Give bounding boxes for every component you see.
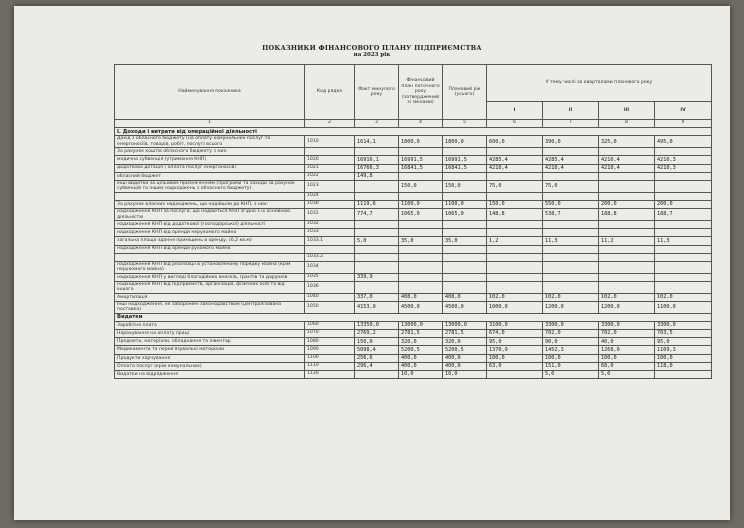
cell-q1: 100,0 <box>487 354 543 362</box>
cell-q1 <box>487 245 543 253</box>
cell-q1 <box>487 229 543 237</box>
row-name: надходження КНП від підприємств, організацій, фізичних осіб та від іншого <box>115 281 305 293</box>
table-row <box>115 371 712 379</box>
cell-q4 <box>655 281 712 293</box>
cell-q4 <box>655 253 712 261</box>
table-row <box>115 192 712 200</box>
row-code: 1080 <box>305 338 355 346</box>
cell-c3: 5,0 <box>355 237 399 245</box>
cell-c4: 150,0 <box>399 180 443 192</box>
row-name: Інші надходження, не заборонені законодавством (централізована поставка) <box>115 301 305 313</box>
cell-q4 <box>655 148 712 156</box>
header-code: Код рядка <box>305 65 355 120</box>
cell-c3 <box>355 192 399 200</box>
cell-q2: 102,0 <box>543 293 599 301</box>
cell-c5: 1065,0 <box>443 209 487 221</box>
cell-q3 <box>599 172 655 180</box>
col-index: 2 <box>305 120 355 128</box>
cell-q4: 1100,0 <box>655 301 712 313</box>
cell-c4 <box>399 261 443 273</box>
row-code: 1024 <box>305 192 355 200</box>
cell-q4 <box>655 192 712 200</box>
row-name: За рахунок власних надходжень, що надійшли до КНП, з них: <box>115 200 305 208</box>
cell-q2: 3300,0 <box>543 321 599 329</box>
row-name: Амортизація <box>115 293 305 301</box>
cell-q2 <box>543 220 599 228</box>
cell-c5 <box>443 148 487 156</box>
cell-q2 <box>543 273 599 281</box>
cell-q2: 1200,0 <box>543 301 599 313</box>
table-row <box>115 330 712 338</box>
table-row <box>115 301 712 313</box>
cell-c3: 4153,0 <box>355 301 399 313</box>
table-row <box>115 200 712 208</box>
cell-c5: 400,0 <box>443 362 487 370</box>
table-row <box>115 338 712 346</box>
cell-q4: 1109,3 <box>655 346 712 354</box>
row-code: 1033 <box>305 229 355 237</box>
cell-q4: 703,5 <box>655 330 712 338</box>
row-name: загальна площа здання приміщень в оренду, (0,2 кв.м) <box>115 237 305 245</box>
table-row <box>115 321 712 329</box>
document-page <box>14 6 730 520</box>
cell-q4: 200,0 <box>655 200 712 208</box>
row-name: надходження КНП від додаткової (господарської) діяльності <box>115 220 305 228</box>
cell-c4: 1800,0 <box>399 136 443 148</box>
cell-q4: 4210,3 <box>655 164 712 172</box>
table-row <box>115 354 712 362</box>
row-name: Нарахування на оплату праці <box>115 330 305 338</box>
cell-c5: 16841,5 <box>443 164 487 172</box>
row-code <box>305 148 355 156</box>
cell-q4 <box>655 371 712 379</box>
cell-q2 <box>543 172 599 180</box>
table-row <box>115 180 712 192</box>
cell-c3: 149,8 <box>355 172 399 180</box>
row-code: 1010 <box>305 136 355 148</box>
cell-q2: 4285,4 <box>543 156 599 164</box>
section-expenses <box>115 313 712 321</box>
cell-q2 <box>543 245 599 253</box>
row-name: інші видатки за цільовим призначенням (програми та заходи за рахунок субвенцій та інших надходжень з обласного бюджету) <box>115 180 305 192</box>
cell-q3: 102,0 <box>599 293 655 301</box>
row-name: надходження КНП від оренди рухомого майна <box>115 245 305 253</box>
row-code: 1032 <box>305 220 355 228</box>
cell-c4: 13000,0 <box>399 321 443 329</box>
cell-c5: 1100,0 <box>443 200 487 208</box>
section-income <box>115 128 712 136</box>
cell-q1: 95,0 <box>487 338 543 346</box>
cell-q1 <box>487 172 543 180</box>
cell-c4: 408,0 <box>399 293 443 301</box>
table-row <box>115 237 712 245</box>
cell-q3 <box>599 245 655 253</box>
cell-q4: 4210,3 <box>655 156 712 164</box>
cell-q3 <box>599 273 655 281</box>
cell-q3: 1268,0 <box>599 346 655 354</box>
cell-c3 <box>355 148 399 156</box>
row-name: надходження КНП від реалізації в установленому порядку майна (крім нерухомого майна) <box>115 261 305 273</box>
row-code: 1033.1 <box>305 237 355 245</box>
col-index: 6 <box>487 120 543 128</box>
cell-c5: 408,0 <box>443 293 487 301</box>
cell-c4 <box>399 172 443 180</box>
cell-q1 <box>487 273 543 281</box>
cell-q2 <box>543 229 599 237</box>
cell-q4 <box>655 273 712 281</box>
row-name: надходження КНП за послуги, що надаються КНП згідно з їх основною діяльністю <box>115 209 305 221</box>
financial-plan-table <box>114 64 712 379</box>
cell-q2 <box>543 261 599 273</box>
cell-c5 <box>443 229 487 237</box>
cell-c5 <box>443 261 487 273</box>
cell-c5: 320,0 <box>443 338 487 346</box>
table-row <box>115 172 712 180</box>
cell-q1 <box>487 261 543 273</box>
table-row <box>115 148 712 156</box>
cell-c5 <box>443 273 487 281</box>
row-code: 1070 <box>305 330 355 338</box>
table-row <box>115 261 712 273</box>
col-index: 8 <box>599 120 655 128</box>
column-index-row <box>115 120 712 128</box>
cell-q3 <box>599 148 655 156</box>
header-q3: III <box>599 102 655 120</box>
cell-c5 <box>443 253 487 261</box>
cell-c3: 774,7 <box>355 209 399 221</box>
row-code: 1110 <box>305 362 355 370</box>
cell-q3 <box>599 192 655 200</box>
cell-q1: 1370,9 <box>487 346 543 354</box>
cell-q3: 4210,4 <box>599 164 655 172</box>
row-name: За рахунок коштів обласного бюджету з них: <box>115 148 305 156</box>
cell-q2: 702,0 <box>543 330 599 338</box>
cell-q3 <box>599 180 655 192</box>
cell-c5: 1800,0 <box>443 136 487 148</box>
cell-q4: 188,7 <box>655 209 712 221</box>
cell-q3 <box>599 229 655 237</box>
row-code: 1050 <box>305 301 355 313</box>
row-code: 1090 <box>305 346 355 354</box>
document-subtitle: на 2023 рік <box>353 52 391 58</box>
cell-q1 <box>487 148 543 156</box>
cell-q2 <box>543 192 599 200</box>
table-row <box>115 293 712 301</box>
cell-q3: 325,0 <box>599 136 655 148</box>
row-code: 1040 <box>305 293 355 301</box>
cell-c3: 337,0 <box>355 293 399 301</box>
cell-c3 <box>355 261 399 273</box>
row-name: Предмети, матеріали, обладнання та інвентар <box>115 338 305 346</box>
row-code: 1033.2 <box>305 253 355 261</box>
cell-q4: 102,0 <box>655 293 712 301</box>
row-name: Оплата послуг (крім комунальних) <box>115 362 305 370</box>
row-name: Видатки на відрядження <box>115 371 305 379</box>
cell-q4: 3300,0 <box>655 321 712 329</box>
row-code: 1020 <box>305 156 355 164</box>
section-income-title: І. Доходи і витрати від операційної діяльності <box>115 128 712 136</box>
cell-c5: 13000,0 <box>443 321 487 329</box>
cell-c3: 1614,1 <box>355 136 399 148</box>
header-q2: II <box>543 102 599 120</box>
cell-q3: 702,0 <box>599 330 655 338</box>
table-row <box>115 273 712 281</box>
row-code: 1030 <box>305 200 355 208</box>
document-title: ПОКАЗНИКИ ФІНАНСОВОГО ПЛАНУ ПІДПРИЄМСТВА <box>262 44 482 52</box>
table-row <box>115 164 712 172</box>
row-name: надходження КНП у вигляді благодійних внесків, грантів та дарунків <box>115 273 305 281</box>
col-index: 9 <box>655 120 712 128</box>
cell-q1: 3100,0 <box>487 321 543 329</box>
cell-c4: 1100,0 <box>399 200 443 208</box>
cell-c5: 16991,5 <box>443 156 487 164</box>
cell-c3: 1119,6 <box>355 200 399 208</box>
cell-c4 <box>399 245 443 253</box>
cell-c4: 5200,5 <box>399 346 443 354</box>
cell-c3 <box>355 253 399 261</box>
row-name <box>115 192 305 200</box>
cell-c4: 1065,0 <box>399 209 443 221</box>
row-code: 1021 <box>305 164 355 172</box>
cell-q2: 75,0 <box>543 180 599 192</box>
cell-q3: 40,0 <box>599 338 655 346</box>
cell-c4: 35,0 <box>399 237 443 245</box>
cell-q1: 1,2 <box>487 237 543 245</box>
cell-c5: 5200,5 <box>443 346 487 354</box>
cell-q3 <box>599 281 655 293</box>
cell-q3: 100,0 <box>599 354 655 362</box>
header-fin-plan: Фінансовий план поточного року (затверджений зі змінами) <box>399 65 443 120</box>
cell-q2: 90,0 <box>543 338 599 346</box>
cell-q3: 11,2 <box>599 237 655 245</box>
cell-c3: 5098,4 <box>355 346 399 354</box>
cell-q1 <box>487 253 543 261</box>
cell-c4: 16841,5 <box>399 164 443 172</box>
header-fact: Факт минулого року <box>355 65 399 120</box>
row-code: 1036 <box>305 281 355 293</box>
cell-q3: 68,0 <box>599 362 655 370</box>
header-q4: IV <box>655 102 712 120</box>
table-row <box>115 346 712 354</box>
table-row <box>115 156 712 164</box>
row-name: Дохід з обласного бюджету (на оплату комунальних послуг та енергоносіїв, товарів, робіт, послуг) всього <box>115 136 305 148</box>
cell-q4 <box>655 245 712 253</box>
table-row <box>115 245 712 253</box>
cell-c4 <box>399 148 443 156</box>
cell-c3 <box>355 281 399 293</box>
col-index: 3 <box>355 120 399 128</box>
cell-q4 <box>655 220 712 228</box>
cell-c3 <box>355 245 399 253</box>
section-expenses-title: Видатки <box>115 313 712 321</box>
cell-c3 <box>355 180 399 192</box>
cell-q1: 600,0 <box>487 136 543 148</box>
cell-c5: 10,0 <box>443 371 487 379</box>
cell-c5 <box>443 172 487 180</box>
cell-q3 <box>599 220 655 228</box>
cell-q4 <box>655 172 712 180</box>
cell-c4 <box>399 273 443 281</box>
cell-c3: 16766,3 <box>355 164 399 172</box>
cell-c5 <box>443 245 487 253</box>
cell-c3: 256,6 <box>355 354 399 362</box>
cell-q4 <box>655 261 712 273</box>
cell-q3: 4210,4 <box>599 156 655 164</box>
cell-q2: 550,0 <box>543 200 599 208</box>
cell-c4 <box>399 192 443 200</box>
cell-c4: 400,0 <box>399 362 443 370</box>
cell-q3: 3300,0 <box>599 321 655 329</box>
row-code: 1035 <box>305 273 355 281</box>
cell-c5 <box>443 281 487 293</box>
cell-q3 <box>599 253 655 261</box>
cell-q2: 1452,3 <box>543 346 599 354</box>
cell-c4: 4500,0 <box>399 301 443 313</box>
cell-q4: 118,0 <box>655 362 712 370</box>
header-quarters: У тому числі за кварталами планового року <box>487 65 712 102</box>
cell-q1: 4285,4 <box>487 156 543 164</box>
header-q1: I <box>487 102 543 120</box>
header-name: Найменування показника <box>115 65 305 120</box>
cell-c5: 2781,5 <box>443 330 487 338</box>
cell-c3 <box>355 220 399 228</box>
cell-q1: 75,0 <box>487 180 543 192</box>
row-name: Заробітна плата <box>115 321 305 329</box>
cell-q3: 188,8 <box>599 209 655 221</box>
cell-q1: 63,0 <box>487 362 543 370</box>
cell-c4 <box>399 253 443 261</box>
cell-c4: 400,0 <box>399 354 443 362</box>
cell-c3: 16916,1 <box>355 156 399 164</box>
cell-q3: 200,0 <box>599 200 655 208</box>
row-code: 1120 <box>305 371 355 379</box>
cell-c5 <box>443 192 487 200</box>
cell-q2: 151,0 <box>543 362 599 370</box>
cell-q1: 102,0 <box>487 293 543 301</box>
cell-c3: 2769,2 <box>355 330 399 338</box>
cell-q2: 390,0 <box>543 136 599 148</box>
cell-q1: 674,0 <box>487 330 543 338</box>
cell-c4 <box>399 281 443 293</box>
table-row <box>115 220 712 228</box>
cell-q1: 4210,4 <box>487 164 543 172</box>
table-row <box>115 253 712 261</box>
cell-c3: 13350,0 <box>355 321 399 329</box>
cell-q2: 11,3 <box>543 237 599 245</box>
cell-q1: 1000,0 <box>487 301 543 313</box>
cell-q2 <box>543 253 599 261</box>
cell-c3 <box>355 371 399 379</box>
cell-c5: 4500,0 <box>443 301 487 313</box>
table-row <box>115 362 712 370</box>
cell-c5: 400,0 <box>443 354 487 362</box>
cell-q1 <box>487 281 543 293</box>
cell-c3: 150,0 <box>355 338 399 346</box>
cell-q4: 11,3 <box>655 237 712 245</box>
cell-c3 <box>355 229 399 237</box>
cell-q1 <box>487 220 543 228</box>
cell-q2 <box>543 281 599 293</box>
cell-c4: 16991,5 <box>399 156 443 164</box>
cell-q3: 1200,0 <box>599 301 655 313</box>
cell-c4 <box>399 220 443 228</box>
cell-c5: 35,0 <box>443 237 487 245</box>
table-row <box>115 229 712 237</box>
cell-q2: 538,7 <box>543 209 599 221</box>
row-name: додаткова дотація ( оплата послуг енергоносіїв) <box>115 164 305 172</box>
cell-q4: 495,0 <box>655 136 712 148</box>
row-code <box>305 245 355 253</box>
cell-q3 <box>599 261 655 273</box>
header-planned: Плановий рік (усього) <box>443 65 487 120</box>
row-name: медична субвенція (утримання КНП) <box>115 156 305 164</box>
cell-c5 <box>443 220 487 228</box>
cell-q1 <box>487 371 543 379</box>
cell-c4: 2781,5 <box>399 330 443 338</box>
table-row <box>115 281 712 293</box>
cell-q3: 5,0 <box>599 371 655 379</box>
row-name: Медикаменти та перев'язувальні матеріали <box>115 346 305 354</box>
cell-q4 <box>655 229 712 237</box>
cell-q2 <box>543 148 599 156</box>
cell-c5: 150,0 <box>443 180 487 192</box>
cell-c3: 339,9 <box>355 273 399 281</box>
row-name: обласний бюджет <box>115 172 305 180</box>
cell-c3: 296,4 <box>355 362 399 370</box>
col-index: 1 <box>115 120 305 128</box>
cell-c4: 320,0 <box>399 338 443 346</box>
col-index: 5 <box>443 120 487 128</box>
row-name: Продукти харчування <box>115 354 305 362</box>
row-name <box>115 253 305 261</box>
row-code: 1034 <box>305 261 355 273</box>
cell-q4: 95,0 <box>655 338 712 346</box>
row-code: 1022 <box>305 172 355 180</box>
cell-q2: 4210,4 <box>543 164 599 172</box>
cell-q4 <box>655 180 712 192</box>
cell-q2: 100,0 <box>543 354 599 362</box>
cell-q1: 148,8 <box>487 209 543 221</box>
table-row <box>115 136 712 148</box>
col-index: 7 <box>543 120 599 128</box>
cell-q1: 150,0 <box>487 200 543 208</box>
cell-q4: 100,0 <box>655 354 712 362</box>
col-index: 4 <box>399 120 443 128</box>
row-code: 1100 <box>305 354 355 362</box>
row-code: 1031 <box>305 209 355 221</box>
cell-q1 <box>487 192 543 200</box>
row-code: 1023 <box>305 180 355 192</box>
row-code: 1060 <box>305 321 355 329</box>
table-row <box>115 209 712 221</box>
cell-q2: 5,0 <box>543 371 599 379</box>
cell-c4: 10,0 <box>399 371 443 379</box>
row-name: надходження КНП від оренди нерухомого майна <box>115 229 305 237</box>
cell-c4 <box>399 229 443 237</box>
